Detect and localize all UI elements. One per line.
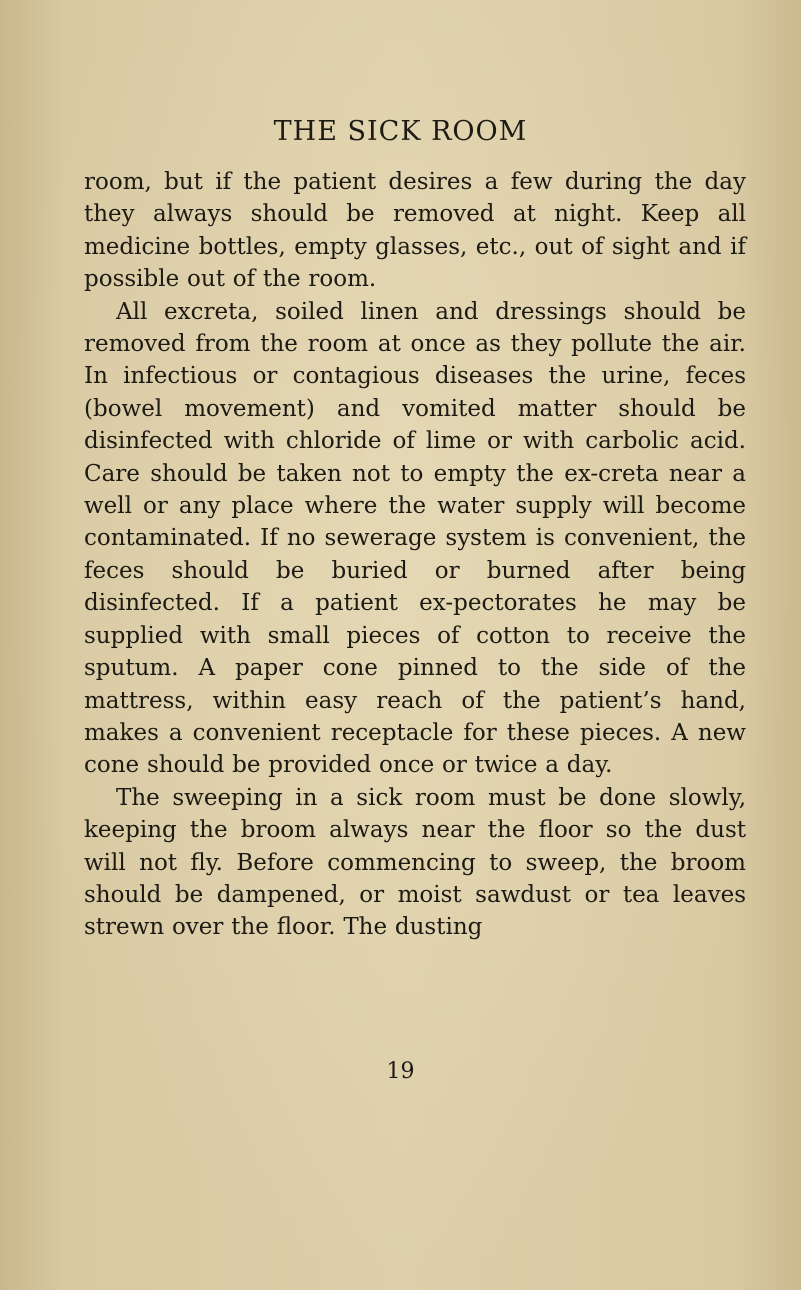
paragraph-excreta: All excreta, soiled linen and dressings should be removed from the room at once as they pollute the air. In infectious or contagious diseases the urine, feces (bowel movement) and vomited matter should be disinfected with chloride of lime or with carbolic acid. Care should be taken not to empty the ex-creta near a well or any place where the water supply will become contaminated. If no sewerage system is convenient, the feces should be buried or burned after being disinfected. If a patient ex-pectorates he may be supplied with small pieces of cotton to receive the sputum. A paper cone pinned to the side of the mattress, within easy reach of the patient’s hand, makes a convenient receptacle for these pieces. A new cone should be provided once or twice a day. (84, 298, 746, 779)
running-head: THE SICK ROOM (273, 116, 528, 147)
page-number: 19 (386, 1059, 415, 1084)
paragraph-sweeping: The sweeping in a sick room must be done slowly, keeping the broom always near the floor so the dust will not fly. Before commencing to sweep, the broom should be dampened, or moist sawdust or tea leaves strewn over the floor. The dusting (84, 784, 746, 941)
body-text (84, 166, 746, 944)
paragraph-continuation: room, but if the patient desires a few during the day they always should be removed at night. Keep all medicine bottles, empty glasses, etc., out of sight and if possible out of the room. (84, 169, 746, 293)
